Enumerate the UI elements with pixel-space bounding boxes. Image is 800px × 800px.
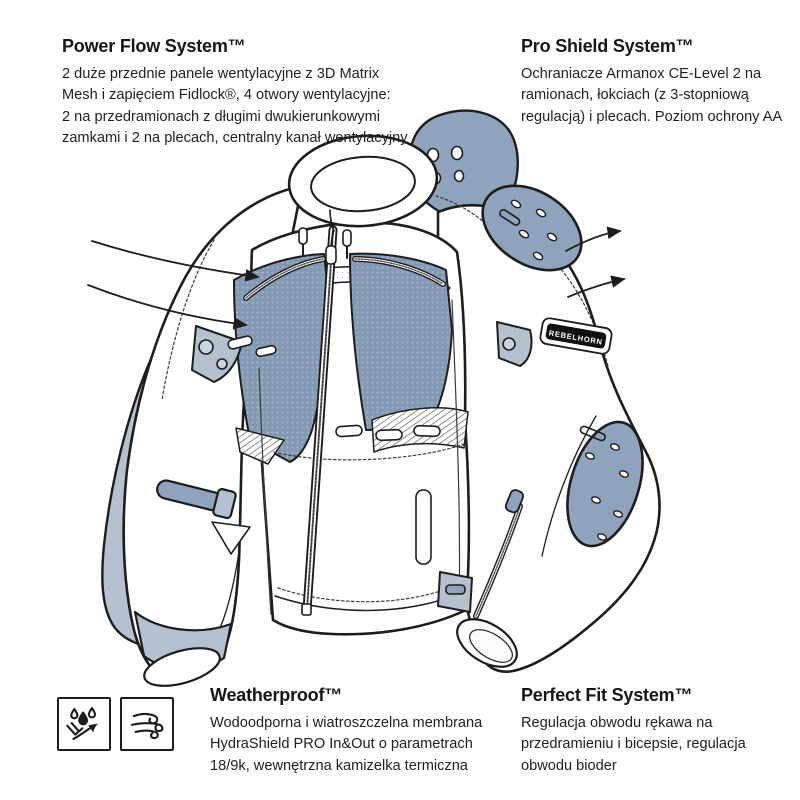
feature-description-line: Ochraniacze Armanox CE-Level 2 na: [521, 66, 762, 82]
feature-description-line: ramionach, łokciach (z 3-stopniową: [521, 87, 749, 104]
feature-description-line: obwodu bioder: [521, 757, 617, 774]
feature-description-line: Regulacja obwodu rękawa na: [521, 715, 713, 731]
waterproof-icon: [57, 697, 111, 751]
feature-description-line: 2 na przedramionach z długimi dwukierunkowymi: [62, 108, 380, 125]
feature-description-line: zamkami i 2 na plecach, centralny kanał wentylacyjny: [62, 130, 408, 147]
feature-description-line: Mesh i zapięciem Fidlock®, 4 otwory wentylacyjne:: [62, 87, 391, 104]
feature-title: Weatherproof™: [210, 685, 343, 705]
feature-description-line: przedramieniu i bicepsie, regulacja: [521, 736, 746, 753]
feature-description-line: Wodoodporna i wiatroszczelna membrana: [210, 715, 483, 731]
feature-description-line: 2 duże przednie panele wentylacyjne z 3D Matrix: [62, 66, 380, 82]
hem-adjuster: [438, 572, 472, 612]
feature-title: Power Flow System™: [62, 36, 246, 56]
feature-description-line: 18/9k, wewnętrzna kamizelka termiczna: [210, 757, 468, 774]
brand-label-text: REBELHORN: [548, 328, 604, 347]
feature-title: Perfect Fit System™: [521, 685, 693, 705]
feature-title: Pro Shield System™: [521, 36, 694, 56]
feature-perfect-fit: [521, 684, 746, 777]
feature-description-line: HydraShield PRO In&Out o parametrach: [210, 736, 473, 753]
feature-power-flow: [62, 35, 408, 150]
airflow-icon: [120, 697, 174, 751]
feature-weatherproof: [210, 684, 482, 777]
feature-pro-shield: [521, 35, 782, 128]
feature-description-line: regulacją) i plecach. Poziom ochrony AA: [521, 108, 783, 125]
feature-icons: [57, 697, 174, 751]
